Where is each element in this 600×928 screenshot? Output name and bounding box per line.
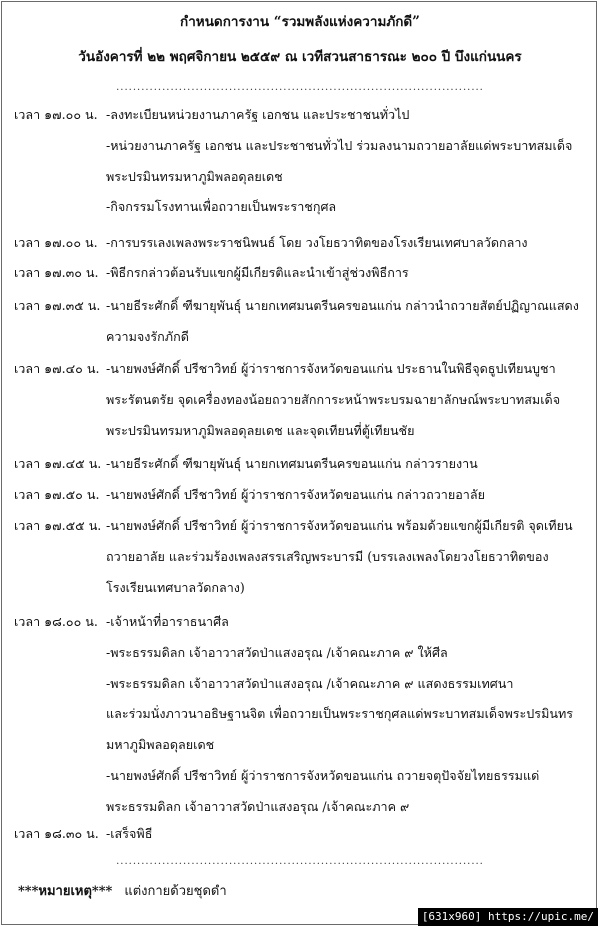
schedule-line: -เสร็จพิธี: [106, 826, 153, 841]
watermark-badge: [631x960] https://upic.me/: [418, 908, 598, 926]
schedule-time: เวลา ๑๗.๕๕ น.: [14, 518, 102, 533]
schedule-line: ความจงรักภักดี: [106, 328, 189, 344]
note: [18, 880, 227, 901]
header-divider: ........................................................................................: [116, 82, 484, 93]
schedule-line: -นายพงษ์ศักดิ์ ปรีชาวิทย์ ผู้ว่าราชการจังหวัดขอนแก่น ประธานในพิธีจุดธูปเทียนบูชา: [106, 361, 556, 376]
schedule-time: เวลา ๑๗.๔๐ น.: [14, 361, 100, 376]
schedule-line: -พระธรรมดิลก เจ้าอาวาสวัดป่าแสงอรุณ /เจ้าคณะภาค ๙ แสดงธรรมเทศนา: [106, 675, 514, 691]
schedule-line: มหาภูมิพลอดุลยเดช: [106, 737, 215, 753]
schedule-time: เวลา ๑๘.๓๐ น.: [14, 826, 99, 841]
schedule-line: -นายธีระศักดิ์ ฑีฆายุพันธุ์ นายกเทศมนตรีนครขอนแก่น กล่าวรายงาน: [106, 456, 478, 471]
schedule-time: เวลา ๑๘.๐๐ น.: [14, 614, 98, 629]
schedule-line: และร่วมนั่งภาวนาอธิษฐานจิต เพื่อถวายเป็นพระราชกุศลแด่พระบาทสมเด็จพระปรมินทร: [106, 706, 574, 722]
schedule-line: -นายพงษ์ศักดิ์ ปรีชาวิทย์ ผู้ว่าราชการจังหวัดขอนแก่น ถวายจตุปัจจัยไทยธรรมแด่: [106, 768, 540, 783]
schedule-time: เวลา ๑๗.๐๐ น.: [14, 107, 98, 122]
schedule-line: -การบรรเลงเพลงพระราชนิพนธ์ โดย วงโยธวาทิตของโรงเรียนเทศบาลวัดกลาง: [106, 235, 528, 250]
schedule-line: พระปรมินทรมหาภูมิพลอดุลยเดช: [106, 168, 283, 184]
schedule-line: -พิธีกรกล่าวต้อนรับแขกผู้มีเกียรติและนำเข้าสู่ช่วงพิธีการ: [106, 265, 409, 280]
schedule-line: -ลงทะเบียนหน่วยงานภาครัฐ เอกชน และประชาชนทั่วไป: [106, 107, 410, 122]
schedule-line: โรงเรียนเทศบาลวัดกลาง): [106, 579, 245, 595]
schedule-line: -พระธรรมดิลก เจ้าอาวาสวัดป่าแสงอรุณ /เจ้าคณะภาค ๙ ให้ศีล: [106, 644, 448, 660]
schedule-time: เวลา ๑๗.๕๐ น.: [14, 487, 100, 502]
note-text: แต่งกายด้วยชุดดำ: [124, 884, 227, 899]
schedule-time: เวลา ๑๗.๔๕ น.: [14, 456, 102, 471]
schedule-line: -เจ้าหน้าที่อาราธนาศีล: [106, 614, 229, 629]
schedule-time: เวลา ๑๗.๓๐ น.: [14, 265, 99, 280]
note-label: ***หมายเหตุ***: [18, 884, 113, 899]
schedule-line: พระธรรมดิลก เจ้าอาวาสวัดป่าแสงอรุณ /เจ้าคณะภาค ๙: [106, 798, 410, 814]
schedule-time: เวลา ๑๗.๓๕ น.: [14, 298, 101, 313]
schedule-line: -นายพงษ์ศักดิ์ ปรีชาวิทย์ ผู้ว่าราชการจังหวัดขอนแก่น พร้อมด้วยแขกผู้มีเกียรติ จุดเทียน: [106, 518, 573, 533]
footer-divider: ........................................................................................: [116, 856, 484, 867]
schedule-line: -กิจกรรมโรงทานเพื่อถวายเป็นพระราชกุศล: [106, 199, 337, 215]
schedule-line: พระปรมินทรมหาภูมิพลอดุลยเดช และจุดเทียนที่ตู้เทียนชัย: [106, 422, 415, 438]
document-title: กำหนดการงาน “รวมพลังแห่งความภักดี”: [180, 14, 420, 30]
schedule-line: -นายธีระศักดิ์ ฑีฆายุพันธุ์ นายกเทศมนตรีนครขอนแก่น กล่าวนำถวายสัตย์ปฏิญาณแสดง: [106, 298, 579, 313]
schedule-line: พระรัตนตรัย จุดเครื่องทองน้อยถวายสักการะหน้าพระบรมฉายาลักษณ์พระบาทสมเด็จ: [106, 391, 561, 407]
schedule-line: ถวายอาลัย และร่วมร้องเพลงสรรเสริญพระบารมี (บรรเลงเพลงโดยวงโยธวาทิตของ: [106, 548, 549, 564]
schedule-line: -นายพงษ์ศักดิ์ ปรีชาวิทย์ ผู้ว่าราชการจังหวัดขอนแก่น กล่าวถวายอาลัย: [106, 487, 485, 502]
document-subtitle: วันอังคารที่ ๒๒ พฤศจิกายน ๒๕๕๙ ณ เวทีสวนสาธารณะ ๒๐๐ ปี บึงแก่นนคร: [78, 49, 522, 65]
schedule-time: เวลา ๑๗.๐๐ น.: [14, 235, 98, 250]
schedule-line: -หน่วยงานภาครัฐ เอกชน และประชาชนทั่วไป ร่วมลงนามถวายอาลัยแด่พระบาทสมเด็จ: [106, 137, 573, 153]
